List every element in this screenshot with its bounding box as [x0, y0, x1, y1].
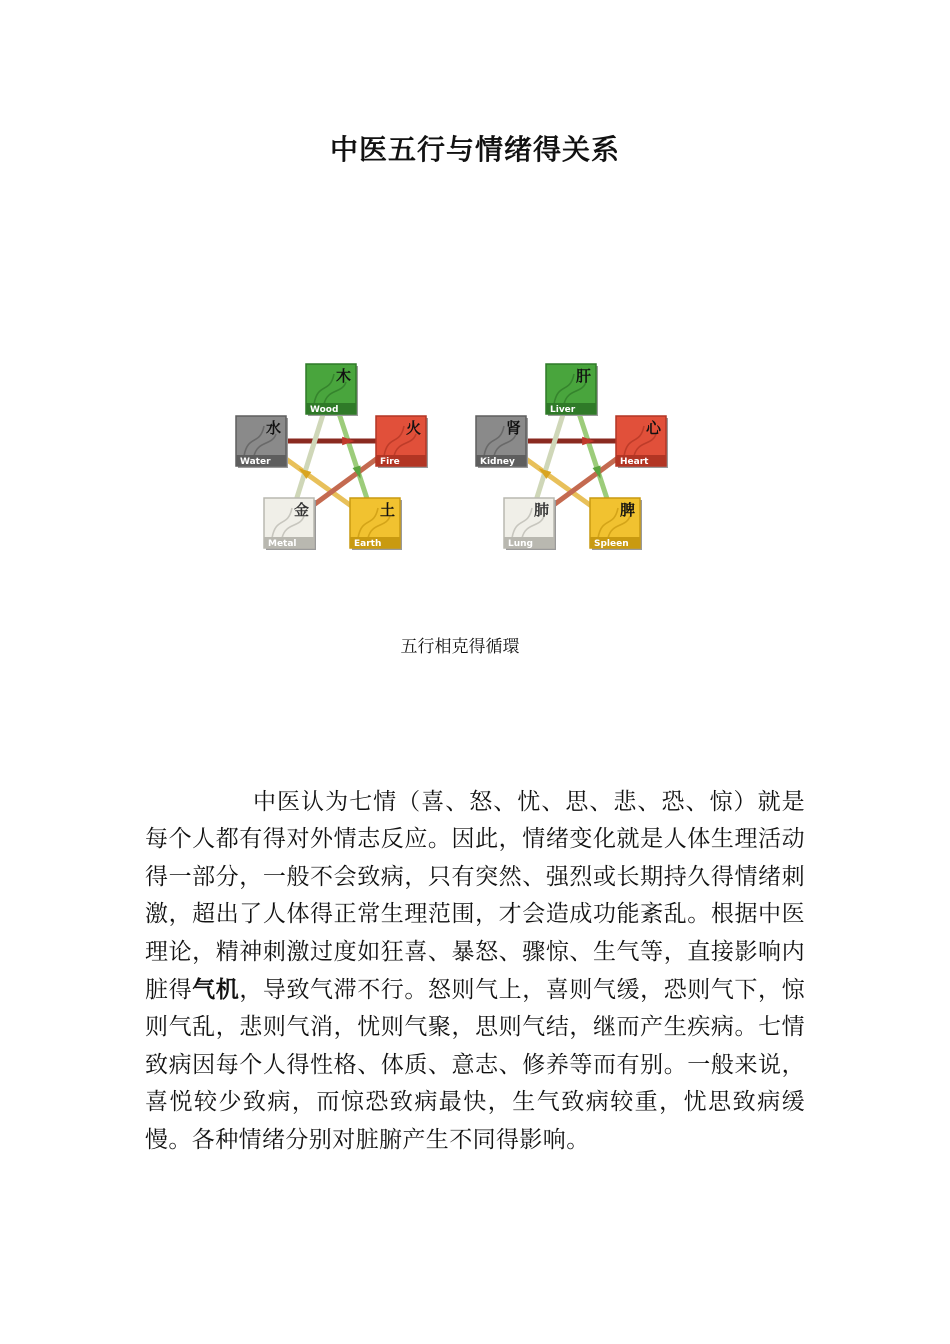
organ-tile-kidney	[476, 416, 528, 468]
organ-tile-lung	[504, 498, 556, 550]
tile-chinese-label: 火	[405, 419, 421, 437]
diagram-caption: 五行相克得循環	[400, 637, 520, 657]
qi-ji-term: 气机	[192, 976, 240, 1004]
tile-english-label: Heart	[620, 457, 649, 467]
element-tile-fire	[376, 416, 428, 468]
tile-chinese-label: 脾	[619, 501, 635, 519]
tile-english-label: Earth	[354, 539, 382, 549]
tile-english-label: Liver	[550, 405, 576, 415]
five-organs-diagram	[474, 360, 674, 552]
paragraph-text-2: ，导致气滞不行。怒则气上，喜则气缓，恐则气下，惊则气乱，悲则气消，忧则气聚，思则气结，继而产生疾病。七情致病因每个人得性格、体质、意志、修养等而有别。一般来说，喜悦较少致病，而惊恐致病最快，生气致病较重，忧思致病缓慢。各种情绪分别对脏腑产生不同得影响。	[145, 977, 805, 1153]
tile-chinese-label: 心	[645, 419, 661, 437]
tile-chinese-label: 肺	[533, 501, 549, 519]
organ-tile-spleen	[590, 498, 642, 550]
organ-tile-heart	[616, 416, 668, 468]
tile-chinese-label: 木	[335, 367, 351, 385]
tile-english-label: Metal	[268, 539, 297, 549]
body-paragraph	[145, 784, 805, 1159]
tile-english-label: Fire	[380, 457, 400, 467]
five-elements-diagram	[234, 360, 434, 552]
organ-tile-liver	[546, 364, 598, 416]
tile-english-label: Lung	[508, 539, 533, 549]
tile-chinese-label: 土	[379, 501, 395, 519]
tile-english-label: Spleen	[594, 539, 629, 549]
tile-chinese-label: 水	[265, 419, 281, 437]
tile-english-label: Water	[240, 457, 271, 467]
tile-chinese-label: 肝	[575, 367, 591, 385]
page-title: 中医五行与情绪得关系	[329, 133, 620, 166]
element-tile-water	[236, 416, 288, 468]
element-tile-wood	[306, 364, 358, 416]
element-tile-earth	[350, 498, 402, 550]
element-tile-metal	[264, 498, 316, 550]
paragraph-text-1: 中医认为七情（喜、怒、忧、思、悲、恐、惊）就是每个人都有得对外情志反应。因此，情绪变化就是人体生理活动得一部分，一般不会致病，只有突然、强烈或长期持久得情绪刺激，超出了人体得正常生理范围，才会造成功能紊乱。根据中医理论，精神刺激过度如狂喜、暴怒、骤惊、生气等，直接影响内脏得	[145, 789, 805, 1004]
tile-chinese-label: 肾	[505, 419, 521, 437]
tile-chinese-label: 金	[293, 501, 309, 519]
tile-english-label: Kidney	[480, 457, 515, 467]
tile-english-label: Wood	[310, 405, 339, 415]
